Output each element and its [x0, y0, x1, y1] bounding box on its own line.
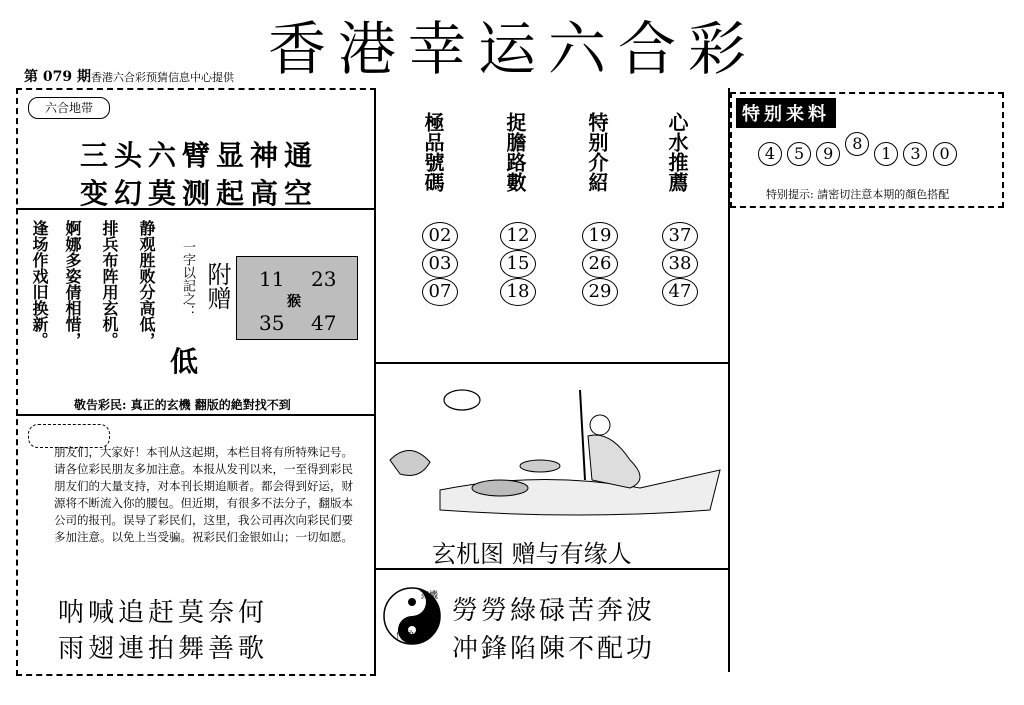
- poem-column-4: 逢场作戏旧换新。: [30, 220, 49, 348]
- column-4-numbers: [662, 222, 698, 306]
- notice-paragraph: 朋友们，大家好！本刊从这起期，本栏目将有所特殊记号。请各位彩民朋友多加注意。本报从发刊以来，一至得到彩民朋友们的大量支持，对本刊长期追顺者。都会得到好运，财源将不断流入你的腰包。但近期，有很多不法分子，翻版本公司的报刊。误导了彩民们，这里，我公司再次向彩民们要多加注意。以免上当受骗。祝彩民们金银如山；一切如愿。: [54, 445, 353, 544]
- number-circle: 37: [662, 222, 698, 250]
- yin-yang-label-2: 仲盈: [396, 631, 415, 641]
- divider: [16, 208, 374, 210]
- bottom-right-slogan-1: 勞勞綠碌苦奔波: [452, 596, 656, 626]
- special-box: [730, 92, 1004, 208]
- special-digit: 8: [845, 132, 869, 156]
- number-circle: 03: [422, 250, 458, 278]
- number-circle: 29: [582, 278, 618, 306]
- page-title: 香港幸运六合彩: [268, 15, 759, 83]
- poem-column-2: 排兵布阵用玄机。: [100, 220, 119, 348]
- moon-shape: [444, 390, 480, 410]
- issue-number: 第 079 期: [24, 69, 91, 85]
- bottom-right-slogan-2: 冲鋒陷陳不配功: [452, 634, 656, 664]
- special-digit: 1: [874, 142, 898, 166]
- column-3: [584, 96, 620, 208]
- gift-number-1: 11: [259, 267, 285, 291]
- column-3-head: 特别介紹: [585, 112, 609, 192]
- number-circle: 02: [422, 222, 458, 250]
- column-4: [664, 96, 700, 208]
- poem-column-3: 婀娜多姿倩相惜，: [63, 220, 82, 348]
- special-digit: 0: [933, 142, 957, 166]
- gift-word: 低: [170, 345, 199, 378]
- column-2-numbers: [500, 222, 536, 306]
- divider: [374, 568, 728, 570]
- number-circle: 47: [662, 278, 698, 306]
- gift-animal: 猴: [287, 294, 301, 310]
- gift-number-2: 23: [311, 267, 337, 291]
- issue-line: [24, 66, 234, 86]
- poem-column-1: 静观胜败分高低，: [137, 220, 156, 348]
- special-title: 特别来料: [736, 98, 836, 128]
- slogan-line-1: 三头六臂显神通: [80, 139, 319, 172]
- warning-text: 敬告彩民: 真正的玄機 翻版的絶對找不到: [74, 398, 291, 412]
- figure-body: [588, 435, 640, 488]
- lotus-leaf: [520, 460, 560, 472]
- number-circle: 15: [500, 250, 536, 278]
- number-circle: 12: [500, 222, 536, 250]
- special-digits: [758, 134, 957, 166]
- section-tag: 六合地带: [28, 97, 110, 119]
- column-4-head: 心水推薦: [665, 112, 689, 192]
- number-circle: 38: [662, 250, 698, 278]
- number-circle: 26: [582, 250, 618, 278]
- column-3-numbers: [582, 222, 618, 306]
- number-circle: 19: [582, 222, 618, 250]
- column-1-numbers: [422, 222, 458, 306]
- lotus-leaf: [472, 480, 528, 496]
- divider: [374, 362, 728, 364]
- pole-shape: [580, 390, 585, 480]
- slogan-line-2: 变幻莫测起高空: [80, 177, 319, 210]
- special-digit: 4: [758, 142, 782, 166]
- column-1-head: 極品號碼: [421, 112, 445, 192]
- column-1: [420, 96, 456, 208]
- special-digit: 3: [903, 142, 927, 166]
- yin-yang-label-1: 玄機: [420, 591, 439, 601]
- gift-number-box: [236, 256, 358, 340]
- gift-number-4: 47: [311, 311, 337, 335]
- illustration: [380, 370, 722, 530]
- special-digit: 5: [787, 142, 811, 166]
- bottom-left-slogan-1: 呐喊追赶莫奈何: [58, 598, 269, 628]
- divider: [16, 414, 374, 416]
- gift-hint: 一字以記之：: [180, 240, 195, 318]
- bottom-left-slogan-2: 雨翅連拍舞善歌: [58, 634, 269, 664]
- figure-head: [590, 415, 610, 435]
- gift-label: 附赠: [203, 262, 231, 310]
- column-2-head: 捉膽路數: [503, 112, 527, 192]
- image-caption: 玄机图 赠与有缘人: [432, 540, 632, 568]
- special-digit: 9: [816, 142, 840, 166]
- number-circle: 18: [500, 278, 536, 306]
- rock-shape: [390, 450, 430, 475]
- special-note: 特别提示: 請密切注意本期的顏色搭配: [766, 188, 950, 201]
- source-text: 香港六合彩预猜信息中心提供: [90, 71, 234, 84]
- number-circle: 07: [422, 278, 458, 306]
- column-2: [502, 96, 538, 208]
- gift-number-3: 35: [259, 311, 285, 335]
